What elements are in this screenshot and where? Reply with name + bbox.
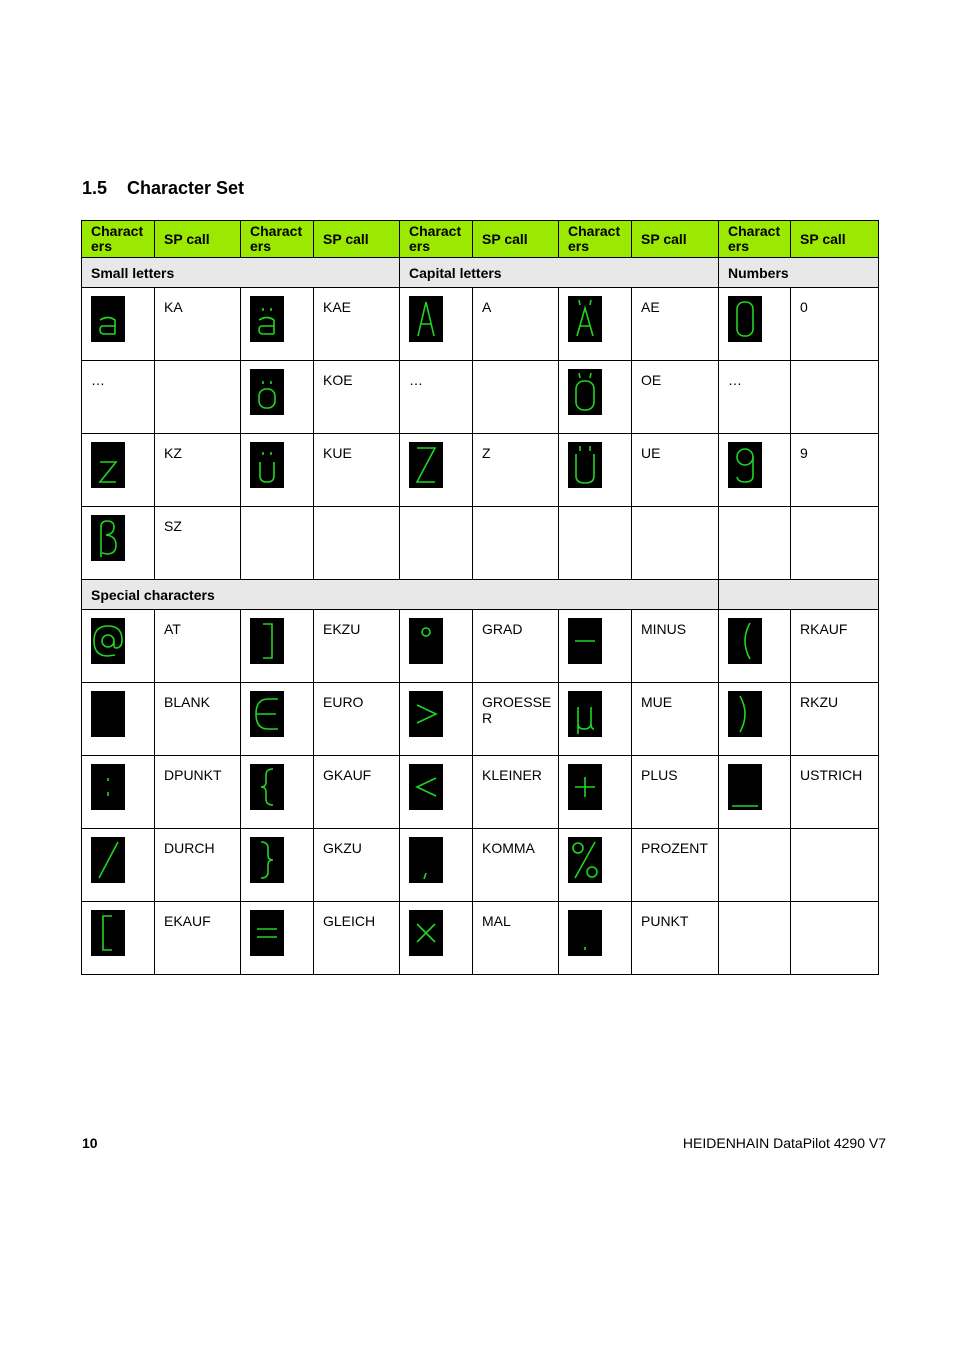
sp-call: PROZENT bbox=[632, 829, 719, 902]
sp-call: KZ bbox=[155, 434, 241, 507]
table-row bbox=[82, 507, 879, 580]
glyph-mue-icon bbox=[568, 691, 602, 737]
header-sp-call: SP call bbox=[473, 221, 559, 258]
glyph-a-icon bbox=[409, 296, 443, 342]
sp-call: KA bbox=[155, 288, 241, 361]
section-heading bbox=[82, 178, 244, 199]
glyph-oe-icon bbox=[568, 369, 602, 415]
sp-call: PLUS bbox=[632, 756, 719, 829]
glyph-minus-icon bbox=[568, 618, 602, 664]
sp-call: MINUS bbox=[632, 610, 719, 683]
section-title: Character Set bbox=[127, 178, 245, 198]
header-characters: Charact ers bbox=[241, 221, 314, 258]
table-row bbox=[82, 756, 879, 829]
sp-call: 9 bbox=[791, 434, 879, 507]
character-set-table bbox=[81, 220, 879, 975]
table-row bbox=[82, 434, 879, 507]
footer-title: HEIDENHAIN DataPilot 4290 V7 bbox=[682, 1135, 886, 1151]
sp-call: UE bbox=[632, 434, 719, 507]
sp-call: GKAUF bbox=[314, 756, 400, 829]
table-row bbox=[82, 902, 879, 975]
header-characters: Charact ers bbox=[559, 221, 632, 258]
table-row bbox=[82, 361, 879, 434]
sp-call: RKZU bbox=[791, 683, 879, 756]
glyph-kz-icon bbox=[91, 442, 125, 488]
glyph-punkt-icon bbox=[568, 910, 602, 956]
group-header-row bbox=[82, 258, 879, 288]
glyph-ka-icon bbox=[91, 296, 125, 342]
glyph-rkzu-icon bbox=[728, 691, 762, 737]
ellipsis: … bbox=[719, 361, 791, 434]
glyph-ue-icon bbox=[568, 442, 602, 488]
table-row bbox=[82, 683, 879, 756]
group-special-characters: Special characters bbox=[82, 580, 719, 610]
glyph-ekauf-icon bbox=[91, 910, 125, 956]
glyph-gkauf-icon bbox=[250, 764, 284, 810]
header-characters: Charact ers bbox=[719, 221, 791, 258]
sp-call: SZ bbox=[155, 507, 241, 580]
sp-call: KAE bbox=[314, 288, 400, 361]
sp-call: KUE bbox=[314, 434, 400, 507]
group-header-row bbox=[82, 580, 879, 610]
glyph-ae-icon bbox=[568, 296, 602, 342]
sp-call: EURO bbox=[314, 683, 400, 756]
group-capital-letters: Capital letters bbox=[400, 258, 719, 288]
sp-call: AE bbox=[632, 288, 719, 361]
sp-call: BLANK bbox=[155, 683, 241, 756]
sp-call: A bbox=[473, 288, 559, 361]
glyph-groesser-icon bbox=[409, 691, 443, 737]
glyph-z-icon bbox=[409, 442, 443, 488]
glyph-kleiner-icon bbox=[409, 764, 443, 810]
sp-call: GROESSE R bbox=[473, 683, 559, 756]
sp-call: DURCH bbox=[155, 829, 241, 902]
glyph-euro-icon bbox=[250, 691, 284, 737]
table-row bbox=[82, 829, 879, 902]
glyph-kae-icon bbox=[250, 296, 284, 342]
ellipsis: … bbox=[400, 361, 473, 434]
sp-call: GRAD bbox=[473, 610, 559, 683]
sp-call: KOMMA bbox=[473, 829, 559, 902]
glyph-dpunkt-icon bbox=[91, 764, 125, 810]
glyph-mal-icon bbox=[409, 910, 443, 956]
sp-call: EKZU bbox=[314, 610, 400, 683]
table-row bbox=[82, 288, 879, 361]
section-number: 1.5 bbox=[82, 178, 108, 198]
glyph-plus-icon bbox=[568, 764, 602, 810]
sp-call: PUNKT bbox=[632, 902, 719, 975]
header-sp-call: SP call bbox=[155, 221, 241, 258]
page-number: 10 bbox=[82, 1135, 98, 1151]
header-sp-call: SP call bbox=[632, 221, 719, 258]
glyph-grad-icon bbox=[409, 618, 443, 664]
sp-call: USTRICH bbox=[791, 756, 879, 829]
sp-call: KLEINER bbox=[473, 756, 559, 829]
glyph-ustrich-icon bbox=[728, 764, 762, 810]
glyph-gleich-icon bbox=[250, 910, 284, 956]
group-numbers: Numbers bbox=[719, 258, 879, 288]
sp-call: MAL bbox=[473, 902, 559, 975]
sp-call: GKZU bbox=[314, 829, 400, 902]
header-sp-call: SP call bbox=[314, 221, 400, 258]
glyph-gkzu-icon bbox=[250, 837, 284, 883]
glyph-komma-icon bbox=[409, 837, 443, 883]
glyph-sz-icon bbox=[91, 515, 125, 561]
sp-call: KOE bbox=[314, 361, 400, 434]
glyph-at-icon bbox=[91, 618, 125, 664]
sp-call: AT bbox=[155, 610, 241, 683]
sp-call: DPUNKT bbox=[155, 756, 241, 829]
glyph-ekzu-icon bbox=[250, 618, 284, 664]
glyph-zero-icon bbox=[728, 296, 762, 342]
header-characters: Charact ers bbox=[82, 221, 155, 258]
glyph-blank-icon bbox=[91, 691, 125, 737]
sp-call: RKAUF bbox=[791, 610, 879, 683]
ellipsis: … bbox=[82, 361, 155, 434]
sp-call: EKAUF bbox=[155, 902, 241, 975]
glyph-nine-icon bbox=[728, 442, 762, 488]
sp-call: Z bbox=[473, 434, 559, 507]
group-small-letters: Small letters bbox=[82, 258, 400, 288]
sp-call: GLEICH bbox=[314, 902, 400, 975]
sp-call: OE bbox=[632, 361, 719, 434]
sp-call: 0 bbox=[791, 288, 879, 361]
glyph-prozent-icon bbox=[568, 837, 602, 883]
glyph-durch-icon bbox=[91, 837, 125, 883]
glyph-rkauf-icon bbox=[728, 618, 762, 664]
header-sp-call: SP call bbox=[791, 221, 879, 258]
table-row bbox=[82, 610, 879, 683]
sp-call: MUE bbox=[632, 683, 719, 756]
table-header-row bbox=[82, 221, 879, 258]
glyph-koe-icon bbox=[250, 369, 284, 415]
header-characters: Charact ers bbox=[400, 221, 473, 258]
glyph-kue-icon bbox=[250, 442, 284, 488]
